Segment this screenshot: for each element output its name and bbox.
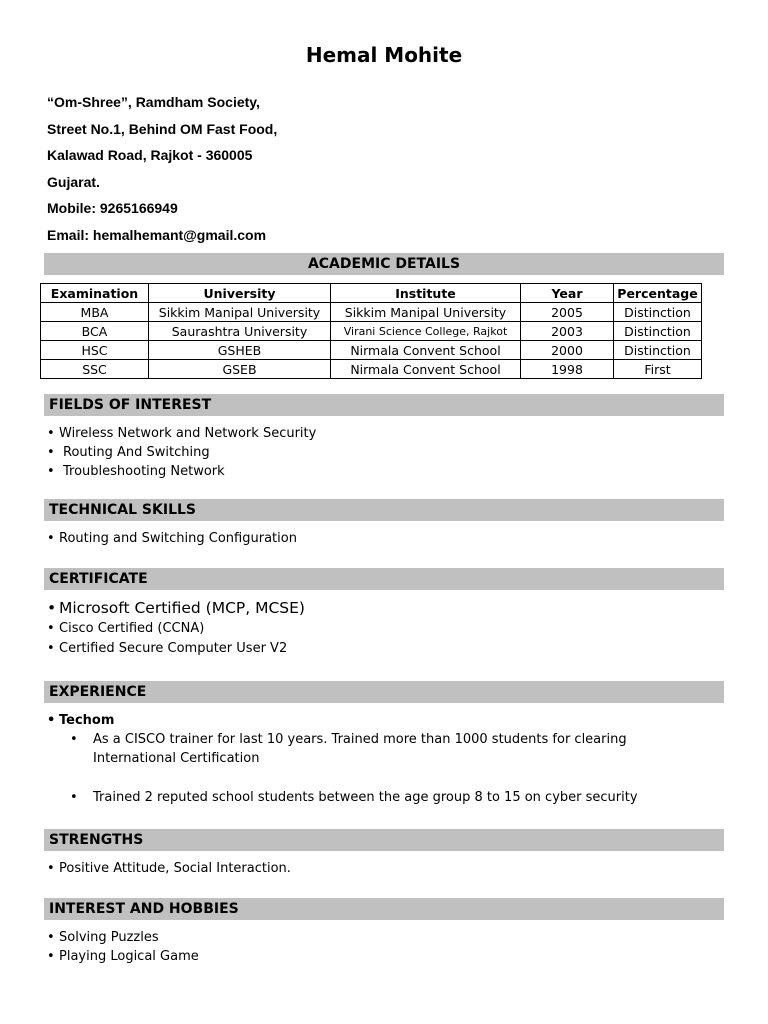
header-examination: Examination	[41, 284, 149, 303]
cell-year: 2005	[521, 303, 614, 322]
cell-university: GSEB	[149, 360, 331, 379]
hobbies-list	[47, 928, 199, 966]
experience-item: • As a CISCO trainer for last 10 years. Trained more than 1000 students for clearing International Certification	[70, 730, 710, 768]
table-row	[41, 322, 702, 341]
company-name: • Techom	[47, 711, 114, 730]
mobile-line: Mobile: 9265166949	[47, 200, 178, 216]
address-line-1: “Om-Shree”, Ramdham Society,	[47, 94, 260, 110]
cell-university: Sikkim Manipal University	[149, 303, 331, 322]
list-item: • Wireless Network and Network Security	[47, 424, 316, 443]
strengths-heading: STRENGTHS	[44, 829, 724, 851]
header-institute: Institute	[331, 284, 521, 303]
certificate-list	[47, 597, 305, 658]
email-line: Email: hemalhemant@gmail.com	[47, 226, 267, 243]
cell-percentage: Distinction	[614, 341, 702, 360]
candidate-name: Hemal Mohite	[305, 43, 463, 67]
list-item: • Certified Secure Computer User V2	[47, 639, 305, 658]
cell-university: GSHEB	[149, 341, 331, 360]
table-row	[41, 360, 702, 379]
list-item: • Routing and Switching Configuration	[47, 529, 297, 548]
fields-list	[47, 424, 316, 481]
cell-year: 1998	[521, 360, 614, 379]
list-item: • Positive Attitude, Social Interaction.	[47, 859, 291, 878]
list-item: • Playing Logical Game	[47, 947, 199, 966]
cell-examination: BCA	[41, 322, 149, 341]
list-item: • Cisco Certified (CCNA)	[47, 619, 305, 639]
experience-details	[70, 730, 710, 768]
experience-heading: EXPERIENCE	[44, 681, 724, 703]
table-row	[41, 341, 702, 360]
skills-heading: TECHNICAL SKILLS	[44, 499, 724, 521]
list-item: • Microsoft Certified (MCP, MCSE)	[47, 597, 305, 619]
address-line-3: Kalawad Road, Rajkot - 360005	[47, 147, 253, 163]
academic-table	[40, 283, 702, 379]
address-line-2: Street No.1, Behind OM Fast Food,	[47, 120, 278, 137]
list-item: • Solving Puzzles	[47, 928, 199, 947]
cell-examination: HSC	[41, 341, 149, 360]
header-year: Year	[521, 284, 614, 303]
skills-list	[47, 529, 297, 548]
list-item: • Troubleshooting Network	[47, 462, 316, 481]
cell-percentage: Distinction	[614, 322, 702, 341]
strengths-list	[47, 859, 291, 878]
cell-institute: Nirmala Convent School	[331, 360, 521, 379]
cell-percentage: First	[614, 360, 702, 379]
fields-heading: FIELDS OF INTEREST	[44, 394, 724, 416]
header-university: University	[149, 284, 331, 303]
header-percentage: Percentage	[614, 284, 702, 303]
cell-institute: Nirmala Convent School	[331, 341, 521, 360]
cell-percentage: Distinction	[614, 303, 702, 322]
cell-year: 2000	[521, 341, 614, 360]
cell-university: Saurashtra University	[149, 322, 331, 341]
cell-institute: Sikkim Manipal University	[331, 303, 521, 322]
academic-heading: ACADEMIC DETAILS	[44, 253, 724, 275]
address-line-4: Gujarat.	[47, 173, 100, 190]
table-row	[41, 303, 702, 322]
cell-examination: MBA	[41, 303, 149, 322]
contact-block	[47, 90, 277, 249]
experience-item: • Trained 2 reputed school students between the age group 8 to 15 on cyber security	[70, 788, 710, 807]
hobbies-heading: INTEREST AND HOBBIES	[44, 898, 724, 920]
cell-year: 2003	[521, 322, 614, 341]
certificate-heading: CERTIFICATE	[44, 568, 724, 590]
cell-examination: SSC	[41, 360, 149, 379]
cell-institute: Virani Science College, Rajkot	[331, 322, 521, 341]
experience-company-list	[47, 711, 114, 730]
experience-details	[70, 788, 710, 807]
list-item: • Routing And Switching	[47, 443, 316, 462]
table-header-row	[41, 284, 702, 303]
